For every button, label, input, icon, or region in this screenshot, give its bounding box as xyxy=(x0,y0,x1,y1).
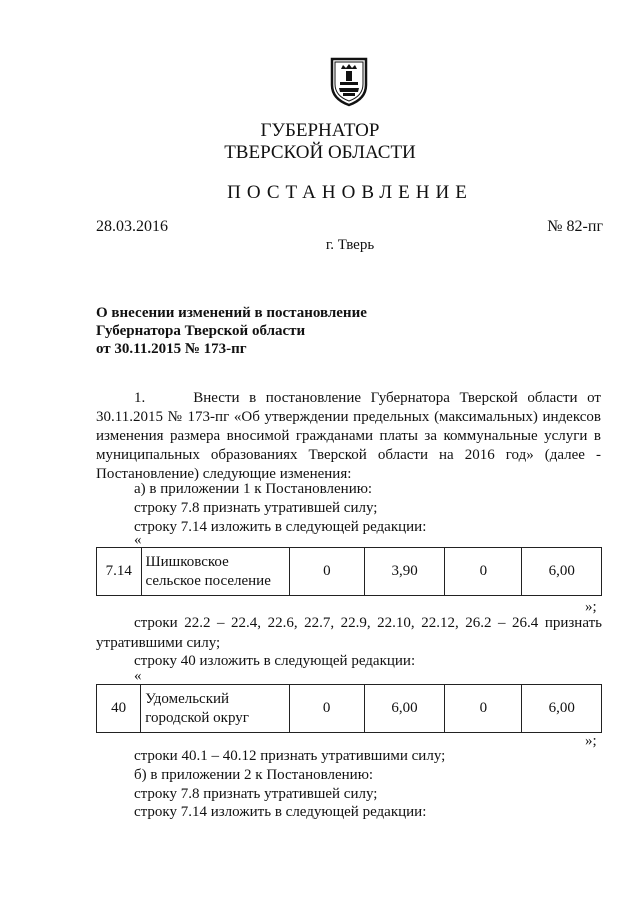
item-b: б) в приложении 2 к Постановлению: xyxy=(134,767,374,783)
quote-open-1: « xyxy=(134,532,142,548)
item-a-line2: строку 7.14 изложить в следующей редакции: xyxy=(134,519,427,535)
document-date: 28.03.2016 xyxy=(96,218,168,235)
quote-close-1: »; xyxy=(585,599,597,615)
document-city: г. Тверь xyxy=(325,237,375,253)
row-number: 40 xyxy=(97,685,141,733)
table-row xyxy=(97,685,602,733)
paragraph-1: 1. Внести в постановление Губернатора Тверской области от 30.11.2015 № 173-пг «Об утверждении предельных (максимальных) индексов изменения размера вносимой гражданами платы за коммунальные услуги в муниципальных образованиях Тверской области на 2016 год» (далее - Постановление) следующие изменения: xyxy=(96,390,601,482)
value-2: 6,00 xyxy=(364,685,445,733)
amendment-table-1 xyxy=(96,547,602,596)
municipality-name xyxy=(141,685,289,733)
row-number: 7.14 xyxy=(97,548,142,596)
value-3: 0 xyxy=(445,548,522,596)
issuer-title-line1: ГУБЕРНАТОР xyxy=(260,120,380,141)
name-line1: Шишковское xyxy=(145,553,229,570)
value-1: 0 xyxy=(289,685,364,733)
name-line2: городской округ xyxy=(145,709,249,726)
value-1: 0 xyxy=(289,548,364,596)
subject-line1: О внесении изменений в постановление xyxy=(96,305,367,321)
table-row xyxy=(97,548,602,596)
rows-invalid-line1: строки 22.2 – 22.4, 22.6, 22.7, 22.9, 22.10, 22.12, 26.2 – 26.4 признать xyxy=(134,615,602,631)
document-type: ПОСТАНОВЛЕНИЕ xyxy=(227,182,473,203)
value-2: 3,90 xyxy=(364,548,444,596)
document-number: № 82-пг xyxy=(547,218,603,235)
value-3: 0 xyxy=(445,685,522,733)
item-b-line1: строку 7.8 признать утратившей силу; xyxy=(134,786,378,802)
amendment-table-2 xyxy=(96,684,602,733)
name-line1: Удомельский xyxy=(145,690,230,707)
subject-line2: Губернатора Тверской области xyxy=(96,323,306,339)
value-4: 6,00 xyxy=(522,548,602,596)
issuer-title-line2: ТВЕРСКОЙ ОБЛАСТИ xyxy=(224,142,416,163)
quote-close-2: »; xyxy=(585,733,597,749)
rows40-invalid: строки 40.1 – 40.12 признать утратившими силу; xyxy=(134,748,446,764)
municipality-name xyxy=(141,548,289,596)
subject-line3: от 30.11.2015 № 173-пг xyxy=(96,341,247,357)
row40-line: строку 40 изложить в следующей редакции: xyxy=(134,653,416,669)
value-4: 6,00 xyxy=(522,685,602,733)
item-b-line2: строку 7.14 изложить в следующей редакции: xyxy=(134,804,427,820)
coat-of-arms-icon xyxy=(329,55,369,107)
name-line2: сельское поселение xyxy=(145,572,271,589)
item-a-line1: строку 7.8 признать утратившей силу; xyxy=(134,500,378,516)
item-a: а) в приложении 1 к Постановлению: xyxy=(134,481,373,497)
quote-open-2: « xyxy=(134,668,142,684)
rows-invalid-line2: утратившими силу; xyxy=(96,635,221,651)
